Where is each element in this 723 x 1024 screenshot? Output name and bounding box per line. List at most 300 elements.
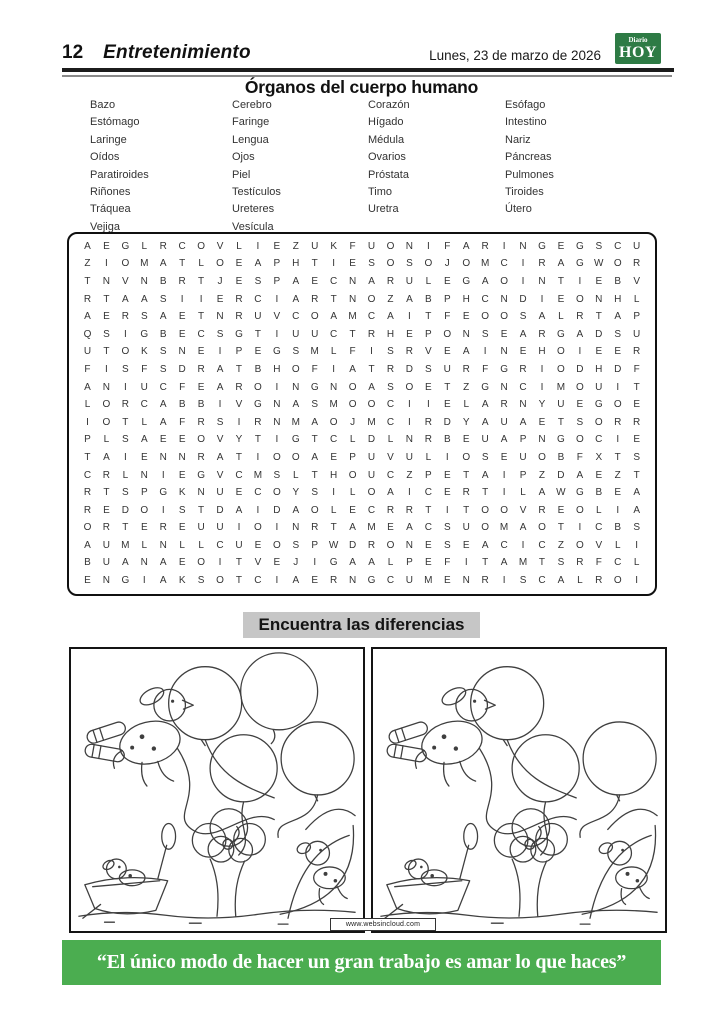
grid-letter: E (500, 451, 508, 463)
grid-letter: I (445, 451, 449, 463)
grid-letter: O (272, 451, 281, 463)
grid-letter: L (387, 557, 394, 569)
grid-letter: S (406, 258, 413, 270)
grid-letter: D (216, 504, 224, 516)
grid-letter: U (235, 539, 243, 551)
grid-letter: L (84, 399, 91, 411)
grid-letter: R (159, 240, 167, 252)
grid-letter: O (386, 240, 395, 252)
grid-row (78, 471, 646, 481)
grid-letter: F (595, 557, 602, 569)
grid-letter: C (614, 240, 622, 252)
grid-letter: O (140, 504, 149, 516)
grid-letter: L (349, 434, 356, 446)
grid-letter: E (425, 539, 432, 551)
grid-letter: A (633, 487, 640, 499)
grid-letter: I (123, 381, 127, 393)
grid-letter: A (84, 311, 91, 323)
grid-letter: O (367, 487, 376, 499)
grid-letter: I (616, 434, 620, 446)
grid-letter: F (179, 381, 186, 393)
grid-letter: O (291, 451, 300, 463)
grid-letter: I (332, 487, 336, 499)
grid-letter: A (84, 240, 91, 252)
grid-letter: O (538, 522, 546, 534)
grid-letter: S (216, 416, 224, 428)
word-list-column (368, 97, 505, 236)
grid-letter: A (633, 504, 640, 516)
grid-letter: N (538, 434, 546, 446)
grid-letter: O (462, 258, 471, 270)
grid-letter: C (254, 487, 262, 499)
grid-letter: M (348, 311, 357, 323)
grid-letter: I (540, 381, 544, 393)
grid-letter: D (519, 293, 527, 305)
grid-letter: O (613, 399, 622, 411)
grid-letter: I (256, 240, 260, 252)
grid-letter: D (348, 539, 357, 551)
grid-letter: N (462, 575, 470, 587)
grid-letter: E (443, 469, 451, 481)
grid-letter: T (614, 451, 621, 463)
grid-letter: I (275, 328, 279, 340)
grid-letter: Y (292, 487, 300, 499)
grid-letter: O (121, 346, 130, 358)
grid-letter: A (159, 258, 167, 270)
grid-letter: L (633, 293, 640, 305)
grid-letter: Z (406, 469, 413, 481)
grid-letter: N (348, 575, 357, 587)
grid-letter: P (273, 275, 281, 287)
grid-letter: N (159, 539, 167, 551)
grid-letter: I (502, 240, 506, 252)
grid-letter: T (330, 293, 337, 305)
grid-letter: A (122, 293, 129, 305)
grid-letter: V (216, 434, 224, 446)
grid-letter: I (540, 363, 544, 375)
grid-row (78, 506, 646, 516)
grid-letter: R (235, 311, 243, 323)
grid-letter: W (556, 487, 566, 499)
grid-letter: A (216, 363, 224, 375)
grid-letter: R (614, 416, 622, 428)
grid-letter: S (614, 328, 622, 340)
grid-letter: A (481, 399, 489, 411)
grid-letter: C (330, 275, 338, 287)
grid-letter: S (425, 363, 432, 375)
grid-letter: O (367, 293, 376, 305)
grid-letter: D (595, 328, 603, 340)
grid-letter: J (217, 275, 223, 287)
grid-letter: T (122, 522, 129, 534)
grid-letter: T (463, 504, 470, 516)
puppy-balloons-drawing-left (71, 649, 363, 931)
grid-letter: E (500, 328, 508, 340)
word-item: Pulmones (505, 168, 554, 181)
grid-letter: B (614, 275, 622, 287)
grid-letter: I (123, 328, 127, 340)
grid-letter: A (519, 416, 527, 428)
grid-letter: I (105, 258, 108, 270)
grid-letter: L (614, 539, 621, 551)
grid-letter: A (292, 293, 300, 305)
grid-letter: I (521, 275, 525, 287)
word-item: Oídos (90, 151, 120, 164)
grid-letter: S (387, 381, 394, 393)
differences-image-left (69, 647, 365, 933)
grid-letter: E (311, 275, 319, 287)
grid-letter: A (368, 381, 375, 393)
grid-letter: U (197, 522, 205, 534)
grid-letter: H (273, 363, 281, 375)
grid-letter: O (481, 522, 490, 534)
grid-letter: R (311, 522, 319, 534)
grid-letter: U (367, 469, 376, 481)
grid-letter: R (462, 487, 470, 499)
grid-letter: H (595, 363, 603, 375)
grid-letter: D (367, 434, 376, 446)
grid-letter: T (103, 346, 110, 358)
grid-letter: E (178, 469, 186, 481)
word-item: Laringe (90, 133, 127, 146)
grid-letter: A (216, 451, 224, 463)
grid-letter: O (272, 539, 281, 551)
grid-letter: O (575, 539, 584, 551)
grid-letter: N (595, 293, 603, 305)
grid-letter: I (275, 434, 279, 446)
grid-letter: I (408, 416, 411, 428)
grid-letter: C (292, 311, 300, 323)
grid-letter: Y (462, 416, 470, 428)
grid-letter: E (462, 434, 470, 446)
grid-letter: G (575, 240, 584, 252)
grid-letter: S (197, 575, 205, 587)
grid-letter: I (161, 469, 165, 481)
grid-letter: G (462, 275, 471, 287)
grid-letter: F (141, 363, 148, 375)
grid-letter: O (500, 311, 508, 323)
grid-letter: B (443, 434, 451, 446)
grid-letter: O (102, 399, 111, 411)
grid-letter: N (500, 293, 508, 305)
grid-letter: O (613, 575, 622, 587)
differences-title-bar (62, 612, 661, 638)
grid-letter: P (425, 328, 432, 340)
page-number: 12 (62, 42, 84, 63)
grid-letter: I (275, 381, 279, 393)
word-item: Lengua (232, 133, 269, 146)
grid-letter: R (538, 504, 546, 516)
grid-letter: A (500, 557, 508, 569)
grid-letter: E (425, 557, 432, 569)
grid-letter: A (292, 399, 300, 411)
grid-letter: T (254, 434, 261, 446)
grid-row (78, 330, 646, 340)
grid-letter: I (218, 346, 222, 358)
grid-letter: A (368, 275, 375, 287)
grid-letter: U (367, 240, 376, 252)
grid-letter: M (424, 575, 433, 587)
grid-row (78, 365, 646, 375)
grid-letter: G (500, 363, 508, 375)
grid-letter: G (481, 381, 490, 393)
grid-letter: O (500, 275, 508, 287)
grid-letter: C (386, 399, 395, 411)
grid-letter: F (311, 363, 318, 375)
grid-letter: U (443, 363, 451, 375)
grid-letter: D (443, 416, 451, 428)
grid-letter: O (386, 258, 395, 270)
grid-letter: B (614, 522, 622, 534)
grid-letter: S (216, 328, 224, 340)
grid-letter: K (330, 240, 337, 252)
grid-letter: S (443, 539, 451, 551)
grid-letter: Z (614, 469, 621, 481)
grid-letter: P (425, 469, 432, 481)
grid-letter: S (633, 451, 640, 463)
grid-letter: B (197, 399, 205, 411)
grid-letter: I (218, 399, 222, 411)
grid-letter: N (178, 346, 186, 358)
grid-letter: M (499, 522, 509, 534)
grid-letter: U (367, 451, 376, 463)
grid-letter: V (595, 539, 603, 551)
grid-letter: S (292, 539, 300, 551)
grid-letter: T (482, 487, 489, 499)
grid-letter: Z (463, 381, 470, 393)
grid-row (78, 312, 646, 322)
grid-letter: M (291, 416, 300, 428)
grid-letter: A (84, 381, 91, 393)
grid-letter: I (635, 539, 639, 551)
word-item: Nariz (505, 133, 531, 146)
grid-row (78, 383, 646, 393)
grid-letter: L (387, 434, 394, 446)
grid-letter: M (121, 539, 130, 551)
grid-row (78, 242, 646, 252)
watermark: www.websincloud.com (330, 918, 436, 931)
grid-letter: E (235, 275, 243, 287)
grid-letter: G (121, 575, 130, 587)
word-item: Paratiroides (90, 168, 149, 181)
grid-letter: O (575, 293, 584, 305)
grid-letter: L (198, 539, 204, 551)
grid-letter: B (557, 451, 565, 463)
grid-letter: N (216, 311, 224, 323)
grid-letter: N (102, 575, 111, 587)
grid-letter: L (463, 399, 469, 411)
grid-letter: K (140, 346, 148, 358)
grid-letter: C (197, 328, 205, 340)
grid-letter: U (83, 346, 92, 358)
grid-letter: E (330, 451, 337, 463)
grid-letter: L (596, 504, 602, 516)
grid-letter: L (293, 469, 299, 481)
grid-row (78, 400, 646, 410)
grid-letter: E (349, 258, 356, 270)
grid-letter: R (159, 522, 167, 534)
grid-letter: A (103, 451, 110, 463)
grid-letter: O (121, 258, 130, 270)
grid-letter: N (140, 469, 148, 481)
grid-letter: E (178, 311, 186, 323)
grid-letter: L (122, 469, 129, 481)
grid-letter: C (500, 539, 508, 551)
word-item: Piel (232, 168, 251, 181)
grid-letter: I (370, 346, 373, 358)
grid-letter: S (159, 346, 167, 358)
grid-letter: Z (557, 539, 564, 551)
grid-letter: E (273, 557, 281, 569)
grid-letter: A (159, 575, 167, 587)
grid-letter: N (292, 381, 300, 393)
grid-letter: I (275, 522, 279, 534)
grid-letter: I (275, 293, 279, 305)
grid-letter: D (614, 363, 622, 375)
grid-letter: P (140, 487, 148, 499)
word-list-column (232, 97, 368, 236)
grid-letter: T (557, 275, 564, 287)
grid-letter: E (538, 416, 546, 428)
grid-letter: E (425, 381, 432, 393)
grid-letter: R (197, 451, 205, 463)
grid-letter: O (329, 416, 338, 428)
grid-letter: P (406, 557, 413, 569)
word-item: Corazón (368, 99, 410, 111)
grid-letter: A (538, 311, 546, 323)
grid-letter: E (519, 346, 527, 358)
grid-letter: B (595, 487, 603, 499)
grid-letter: R (576, 311, 584, 323)
grid-letter: L (633, 557, 640, 569)
grid-row (78, 523, 646, 533)
grid-letter: C (595, 434, 603, 446)
grid-letter: P (519, 469, 527, 481)
grid-letter: E (443, 275, 451, 287)
grid-letter: A (349, 522, 356, 534)
grid-letter: D (576, 363, 584, 375)
grid-letter: A (292, 275, 300, 287)
grid-letter: S (595, 240, 603, 252)
grid-letter: N (348, 293, 357, 305)
grid-letter: N (273, 416, 281, 428)
grid-letter: E (273, 240, 281, 252)
grid-letter: M (518, 557, 528, 569)
grid-letter: T (311, 258, 318, 270)
grid-row (78, 347, 646, 357)
grid-letter: R (367, 539, 376, 551)
grid-letter: V (216, 240, 224, 252)
grid-letter: O (481, 504, 490, 516)
grid-letter: R (102, 469, 111, 481)
grid-letter: C (614, 557, 622, 569)
grid-letter: U (102, 557, 111, 569)
grid-letter: R (633, 416, 641, 428)
grid-letter: T (349, 328, 356, 340)
grid-letter: B (159, 275, 167, 287)
grid-letter: N (140, 275, 148, 287)
grid-letter: A (462, 346, 470, 358)
grid-letter: R (538, 258, 546, 270)
grid-letter: A (519, 328, 527, 340)
grid-letter: R (197, 416, 205, 428)
grid-letter: I (199, 293, 203, 305)
grid-letter: R (633, 346, 641, 358)
grid-letter: U (557, 399, 565, 411)
grid-letter: U (633, 240, 641, 252)
grid-letter: R (500, 399, 508, 411)
grid-letter: A (614, 311, 622, 323)
grid-row (78, 435, 646, 445)
grid-letter: R (330, 575, 338, 587)
grid-letter: I (426, 240, 430, 252)
grid-letter: U (311, 240, 319, 252)
grid-letter: T (557, 522, 564, 534)
grid-letter: T (595, 311, 602, 323)
grid-letter: A (140, 293, 148, 305)
grid-letter: N (462, 328, 470, 340)
grid-letter: A (387, 487, 394, 499)
grid-letter: P (519, 434, 527, 446)
grid-letter: N (140, 557, 148, 569)
grid-letter: C (386, 575, 395, 587)
date-label: Lunes, 23 de marzo de 2026 (429, 48, 601, 63)
grid-letter: G (367, 575, 376, 587)
grid-letter: L (425, 451, 432, 463)
grid-letter: I (540, 293, 544, 305)
grid-letter: T (330, 522, 337, 534)
grid-letter: S (178, 504, 186, 516)
grid-letter: C (235, 469, 243, 481)
grid-letter: Y (538, 399, 546, 411)
grid-letter: V (633, 275, 640, 287)
grid-letter: E (462, 311, 470, 323)
grid-letter: E (140, 451, 148, 463)
grid-letter: F (444, 311, 451, 323)
word-item: Bazo (90, 99, 116, 111)
grid-letter: S (122, 363, 129, 375)
grid-letter: N (500, 346, 508, 358)
grid-letter: O (272, 487, 281, 499)
grid-letter: I (256, 451, 260, 463)
word-item: Cerebro (232, 99, 272, 111)
grid-letter: R (121, 311, 129, 323)
grid-letter: I (237, 522, 241, 534)
grid-letter: E (633, 434, 640, 446)
grid-letter: C (519, 381, 527, 393)
grid-letter: N (538, 275, 546, 287)
grid-letter: S (481, 451, 489, 463)
grid-row (78, 541, 646, 551)
grid-letter: R (405, 346, 414, 358)
grid-row (78, 418, 646, 428)
grid-letter: V (519, 504, 527, 516)
grid-letter: R (235, 381, 243, 393)
grid-letter: O (216, 258, 224, 270)
grid-letter: N (348, 275, 357, 287)
grid-letter: A (311, 451, 319, 463)
grid-letter: H (462, 293, 470, 305)
grid-letter: C (538, 575, 546, 587)
grid-letter: S (387, 346, 394, 358)
grid-letter: E (140, 522, 148, 534)
grid-letter: T (633, 381, 640, 393)
grid-letter: U (405, 275, 414, 287)
grid-letter: T (235, 557, 243, 569)
grid-letter: T (235, 575, 243, 587)
grid-letter: U (405, 575, 414, 587)
grid-letter: V (273, 311, 281, 323)
